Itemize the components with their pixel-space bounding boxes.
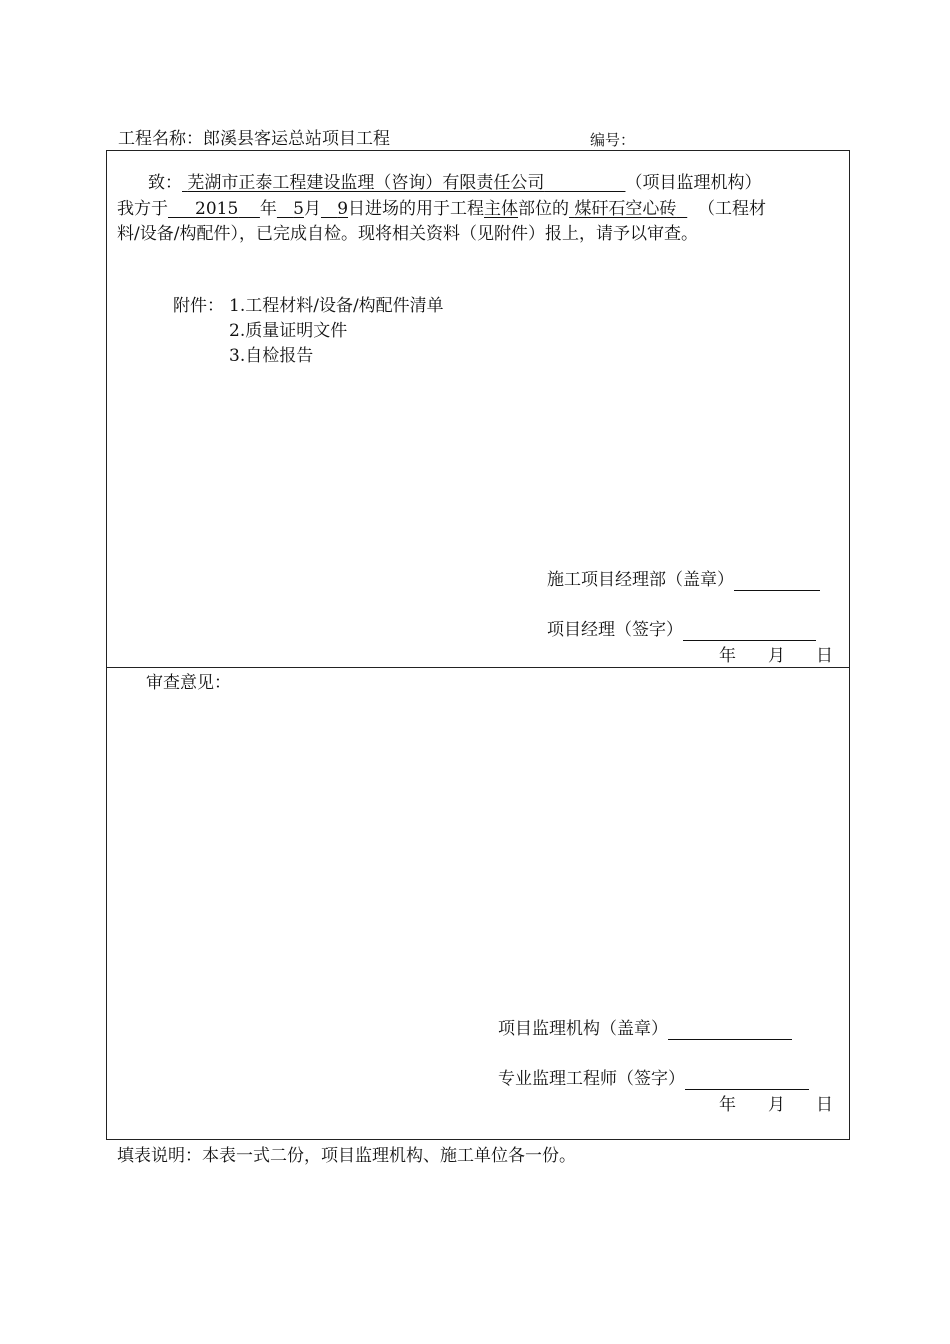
attachment-item-2: 2.质量证明文件 xyxy=(229,321,348,341)
org-seal-row xyxy=(498,1018,792,1040)
engineer-sign-line[interactable] xyxy=(685,1071,809,1090)
attachment-item-1: 1.工程材料/设备/构配件清单 xyxy=(229,296,444,316)
project-name-row xyxy=(118,128,390,150)
section-divider xyxy=(106,667,850,668)
date-month-2: 月 xyxy=(768,1095,785,1115)
org-seal-label: 项目监理机构（盖章） xyxy=(498,1019,668,1039)
engineer-sign-row xyxy=(498,1068,809,1090)
statement-line3: 料/设备/构配件），已完成自检。现将相关资料（见附件）报上，请予以审查。 xyxy=(117,224,698,244)
year-unit: 年 xyxy=(259,199,277,219)
serial-label: 编号： xyxy=(590,131,636,149)
project-name-label: 工程名称： xyxy=(118,129,203,149)
date-month-1: 月 xyxy=(768,646,785,666)
manager-sign-row xyxy=(547,619,816,641)
statement-mid: 日进场的用于工程 xyxy=(348,199,485,219)
day-field: 9 xyxy=(337,199,349,219)
material-field: 煤矸石空心砖 xyxy=(574,199,677,219)
to-org-suffix: （项目监理机构） xyxy=(625,173,762,193)
dept-seal-row xyxy=(547,569,820,591)
review-label: 审查意见： xyxy=(146,673,231,693)
attachment-item-3: 3.自检报告 xyxy=(229,346,314,366)
entry-statement-row xyxy=(117,198,766,220)
date-day-2: 日 xyxy=(816,1095,833,1115)
month-unit: 月 xyxy=(303,199,321,219)
part-field: 主体 xyxy=(484,199,519,219)
statement-prefix: 我方于 xyxy=(117,199,168,219)
date-year-1: 年 xyxy=(719,646,736,666)
dept-seal-label: 施工项目经理部（盖章） xyxy=(547,570,734,590)
month-field: 5 xyxy=(293,199,304,219)
part-suffix: 部位的 xyxy=(518,199,570,219)
statement-end: （工程材 xyxy=(698,199,767,219)
attachments-label: 附件： xyxy=(173,296,224,316)
to-label: 致： xyxy=(148,173,182,193)
to-org: 芜湖市正泰工程建设监理（咨询）有限责任公司 xyxy=(187,173,545,193)
manager-sign-line[interactable] xyxy=(683,622,816,641)
project-name: 郎溪县客运总站项目工程 xyxy=(203,129,390,149)
addressee-row xyxy=(148,172,761,194)
date-year-2: 年 xyxy=(719,1095,736,1115)
manager-sign-label: 项目经理（签字） xyxy=(547,620,683,640)
engineer-sign-label: 专业监理工程师（签字） xyxy=(498,1069,685,1089)
org-seal-line[interactable] xyxy=(668,1021,792,1040)
date-day-1: 日 xyxy=(816,646,833,666)
dept-seal-line[interactable] xyxy=(734,572,820,591)
year-field: 2015 xyxy=(195,199,239,219)
footer-note: 填表说明：本表一式二份，项目监理机构、施工单位各一份。 xyxy=(117,1146,576,1166)
